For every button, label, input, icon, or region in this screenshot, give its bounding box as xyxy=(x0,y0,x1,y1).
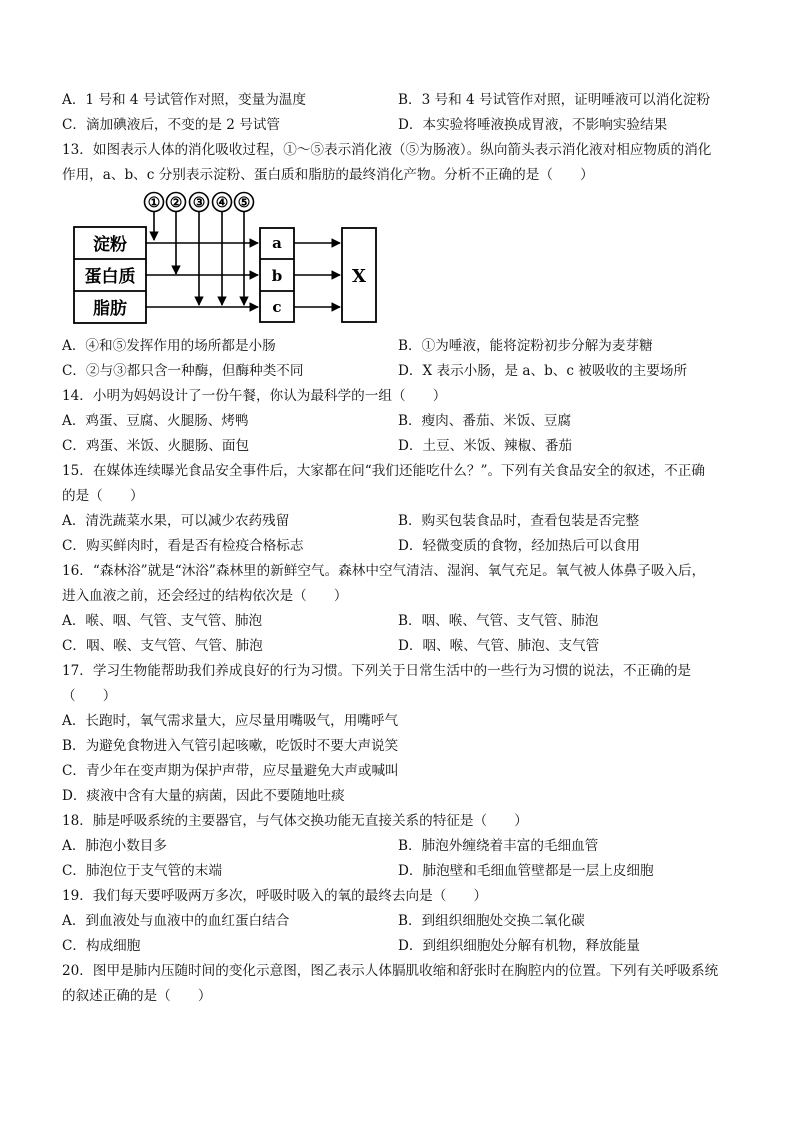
q16-stem-line2: 进入血液之前，还会经过的结构依次是（ ） xyxy=(62,588,348,604)
q14-option-c: C．鸡蛋、米饭、火腿肠、面包 xyxy=(62,438,250,454)
q12-option-c: C．滴加碘液后，不变的是 2 号试管 xyxy=(62,117,281,133)
q13-option-d: D．X 表示小肠，是 a、b、c 被吸收的主要场所 xyxy=(398,363,688,379)
box-protein: 蛋白质 xyxy=(84,267,136,287)
q19-stem: 19．我们每天要呼吸两万多次，呼吸时吸入的氧的最终去向是（ ） xyxy=(62,888,488,904)
q15-stem-line2: 的是（ ） xyxy=(62,488,144,504)
circle-1-label: ① xyxy=(147,195,161,211)
q13-stem-line1: 13．如图表示人体的消化吸收过程，①～⑤表示消化液（⑤为肠液）。纵向箭头表示消化液对相应物质的消化 xyxy=(62,142,712,158)
circle-1 xyxy=(145,193,164,212)
circle-5 xyxy=(235,193,254,212)
q14-option-a: A．鸡蛋、豆腐、火腿肠、烤鸭 xyxy=(62,413,249,429)
q13-option-b: B．①为唾液，能将淀粉初步分解为麦芽糖 xyxy=(398,338,653,354)
q19-option-c: C．构成细胞 xyxy=(62,938,141,954)
q14-option-b: B．瘦肉、番茄、米饭、豆腐 xyxy=(398,413,572,429)
q12-option-d: D．本实验将唾液换成胃液，不影响实验结果 xyxy=(398,117,668,133)
q13-stem-line2: 作用，a、b、c 分别表示淀粉、蛋白质和脂肪的最终消化产物。分析不正确的是（ ） xyxy=(62,167,594,183)
q12-option-b: B．3 号和 4 号试管作对照，证明唾液可以消化淀粉 xyxy=(398,92,711,108)
q17-stem-line2: （ ） xyxy=(62,688,117,704)
circle-2 xyxy=(167,193,186,212)
circle-2-label: ② xyxy=(169,195,183,211)
q17-option-d: D．痰液中含有大量的病菌，因此不要随地吐痰 xyxy=(62,788,345,804)
q17-option-b: B．为避免食物进入气管引起咳嗽，吃饭时不要大声说笑 xyxy=(62,738,399,754)
q15-option-d: D．轻微变质的食物，经加热后可以食用 xyxy=(398,538,640,554)
q17-option-a: A．长跑时，氧气需求量大，应尽量用嘴吸气，用嘴呼气 xyxy=(62,713,399,729)
circle-4 xyxy=(213,193,232,212)
circle-4-label: ④ xyxy=(215,195,229,211)
q13-option-c: C．②与③都只含一种酶，但酶种类不同 xyxy=(62,363,304,379)
q13-option-a: A．④和⑤发挥作用的场所都是小肠 xyxy=(62,338,276,354)
q17-stem-line1: 17．学习生物能帮助我们养成良好的行为习惯。下列关于日常生活中的一些行为习惯的说法，不正确的是 xyxy=(62,663,692,679)
product-b: b xyxy=(271,267,283,285)
box-starch: 淀粉 xyxy=(93,235,127,255)
q18-option-c: C．肺泡位于支气管的末端 xyxy=(62,863,222,879)
circle-5-label: ⑤ xyxy=(237,195,251,211)
q16-stem-line1: 16．“森林浴”就是“沐浴”森林里的新鲜空气。森林中空气清洁、湿润、氧气充足。氧气被人体鼻子吸入后， xyxy=(62,563,706,579)
q19-option-a: A．到血液处与血液中的血红蛋白结合 xyxy=(62,913,290,929)
product-c: c xyxy=(272,298,282,316)
q15-stem-line1: 15．在媒体连续曝光食品安全事件后，大家都在问“我们还能吃什么？”。下列有关食品安全的叙述，不正确 xyxy=(62,463,705,479)
q15-option-b: B．购买包装食品时，查看包装是否完整 xyxy=(398,513,640,529)
circle-3-label: ③ xyxy=(192,195,206,211)
q15-option-c: C．购买鲜肉时，看是否有检疫合格标志 xyxy=(62,538,304,554)
q18-option-b: B．肺泡外缠绕着丰富的毛细血管 xyxy=(398,838,599,854)
q14-stem: 14．小明为妈妈设计了一份午餐，你认为最科学的一组（ ） xyxy=(62,388,447,404)
q17-option-c: C．青少年在变声期为保护声带，应尽量避免大声或喊叫 xyxy=(62,763,399,779)
q20-stem-line2: 的叙述正确的是（ ） xyxy=(62,988,212,1004)
q16-option-c: C．咽、喉、支气管、气管、肺泡 xyxy=(62,638,263,654)
product-a: a xyxy=(272,234,282,252)
q18-stem: 18．肺是呼吸系统的主要器官，与气体交换功能无直接关系的特征是（ ） xyxy=(62,813,528,829)
q16-option-a: A．喉、咽、气管、支气管、肺泡 xyxy=(62,613,263,629)
q19-option-d: D．到组织细胞处分解有机物，释放能量 xyxy=(398,938,640,954)
q18-option-d: D．肺泡壁和毛细血管壁都是一层上皮细胞 xyxy=(398,863,654,879)
circle-3 xyxy=(190,193,209,212)
q19-option-b: B．到组织细胞处交换二氧化碳 xyxy=(398,913,585,929)
q16-option-d: D．咽、喉、气管、肺泡、支气管 xyxy=(398,638,600,654)
q20-stem-line1: 20．图甲是肺内压随时间的变化示意图，图乙表示人体膈肌收缩和舒张时在胸腔内的位置。下列有关呼吸系统 xyxy=(62,963,719,979)
q12-option-a: A．1 号和 4 号试管作对照，变量为温度 xyxy=(62,92,306,108)
q15-option-a: A．清洗蔬菜水果，可以减少农药残留 xyxy=(62,513,290,529)
digestion-diagram xyxy=(70,190,390,330)
q18-option-a: A．肺泡小数目多 xyxy=(62,838,167,854)
q14-option-d: D．土豆、米饭、辣椒、番茄 xyxy=(398,438,573,454)
box-fat: 脂肪 xyxy=(93,299,127,319)
q16-option-b: B．咽、喉、气管、支气管、肺泡 xyxy=(398,613,599,629)
target-x: X xyxy=(352,266,366,287)
